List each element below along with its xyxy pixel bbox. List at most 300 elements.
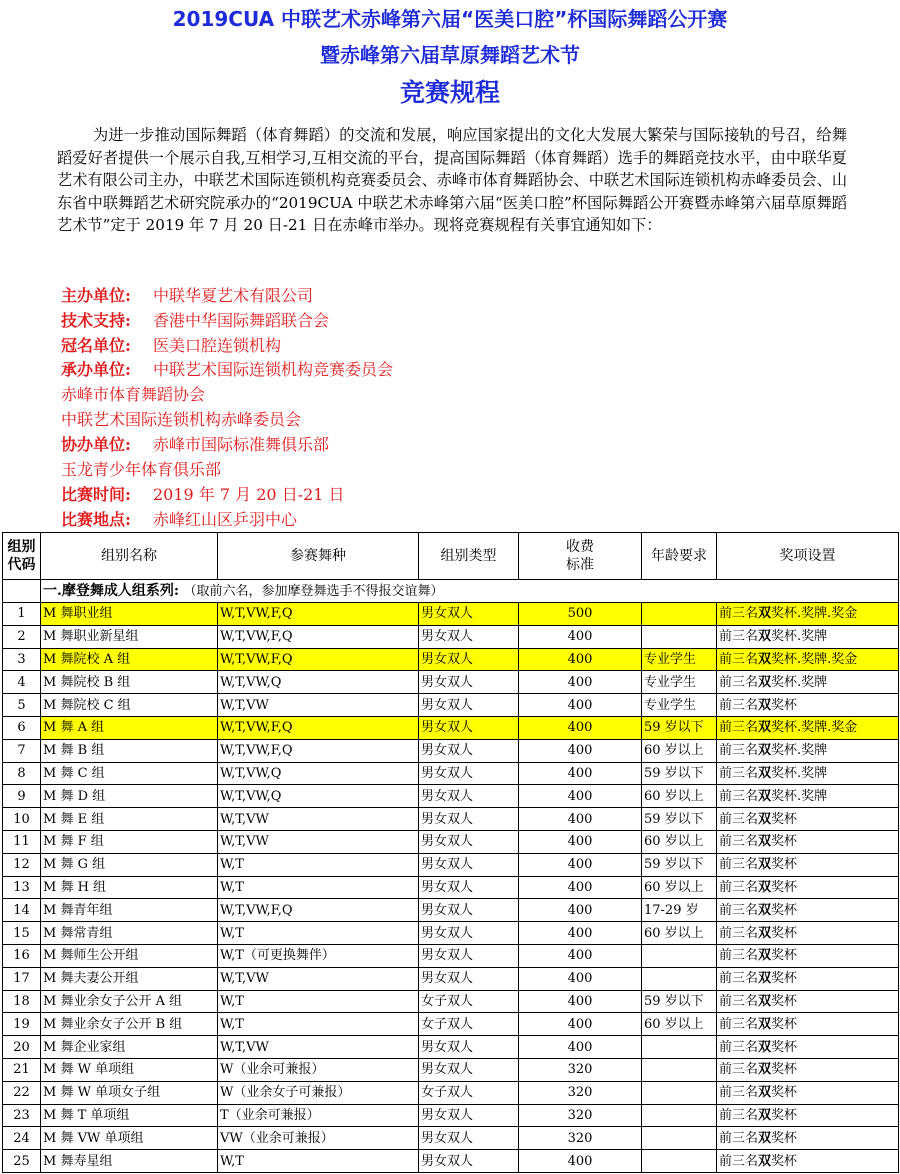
cell-name: M 舞院校 C 组 [41,694,218,717]
award-prefix: 前三名 [719,1062,759,1078]
table-row [3,694,899,717]
cell-type: 男女双人 [419,830,519,853]
org-title-sponsor-label: 冠名单位: [61,336,131,355]
org-host-label: 主办单位: [61,286,131,305]
table-row [3,944,899,967]
award-double: 双 [758,651,772,667]
cell-age [642,944,717,967]
org-undertaker [61,358,861,383]
cell-name: M 舞院校 A 组 [41,648,218,671]
cell-name: M 舞 D 组 [41,785,218,808]
org-title-sponsor [61,334,861,359]
cell-dance: W,T [218,922,419,945]
cell-type: 男女双人 [419,922,519,945]
header-age: 年龄要求 [642,533,717,580]
section-note: （取前六名，参加摩登舞选手不得报交谊舞） [183,583,444,599]
table-body [3,580,899,1173]
table-row [3,830,899,853]
cell-code: 10 [3,808,41,831]
cell-fee: 400 [519,671,642,694]
cell-type: 男女双人 [419,648,519,671]
cell-age: 59 岁以下 [642,716,717,739]
cell-fee: 400 [519,1150,642,1173]
org-time-label: 比赛时间: [61,485,131,504]
cell-dance: W,T,VW [218,808,419,831]
award-double: 双 [758,993,772,1009]
table-row [3,1127,899,1150]
table-row [3,1104,899,1127]
cell-code: 15 [3,922,41,945]
org-tech-label: 技术支持: [61,311,131,330]
award-double: 双 [758,1016,772,1032]
award-items: 奖杯 [771,1107,798,1123]
cell-dance: W,T,VW [218,694,419,717]
cell-dance: W,T,VW,Q [218,785,419,808]
cell-code: 9 [3,785,41,808]
cell-name: M 舞 W 单项组 [41,1058,218,1081]
cell-type: 男女双人 [419,716,519,739]
table-row [3,922,899,945]
cell-age: 59 岁以下 [642,762,717,785]
cell-dance: W（业余可兼报） [218,1058,419,1081]
award-items: 奖杯.奖牌 [771,765,828,781]
award-items: 奖杯 [771,971,798,987]
cell-name: M 舞 F 组 [41,830,218,853]
cell-fee: 400 [519,876,642,899]
cell-fee: 400 [519,762,642,785]
cell-code: 21 [3,1058,41,1081]
award-double: 双 [758,902,772,918]
header-award: 奖项设置 [717,533,899,580]
cell-fee: 400 [519,716,642,739]
org-co-label: 协办单位: [61,435,131,454]
cell-award [717,671,899,694]
cell-award [717,853,899,876]
award-items: 奖杯.奖牌 [771,743,828,759]
cell-age: 60 岁以上 [642,739,717,762]
cell-fee: 400 [519,967,642,990]
cell-award [717,648,899,671]
award-double: 双 [758,1062,772,1078]
org-undertaker-1: 中联艺术国际连锁机构竞赛委员会 [153,360,394,379]
cell-dance: W,T [218,853,419,876]
cell-dance: W,T [218,876,419,899]
award-double: 双 [758,811,772,827]
award-double: 双 [758,948,772,964]
table-row [3,808,899,831]
table-row [3,603,899,626]
cell-fee: 400 [519,694,642,717]
cell-age [642,603,717,626]
award-double: 双 [758,1107,772,1123]
award-prefix: 前三名 [719,697,759,713]
award-prefix: 前三名 [719,743,759,759]
cell-fee: 400 [519,944,642,967]
cell-dance: W,T,VW,F,Q [218,899,419,922]
cell-name: M 舞 T 单项组 [41,1104,218,1127]
cell-dance: W,T [218,990,419,1013]
award-double: 双 [758,629,772,645]
cell-name: M 舞 B 组 [41,739,218,762]
table-row [3,739,899,762]
award-items: 奖杯.奖牌.奖金 [771,606,858,622]
cell-code: 23 [3,1104,41,1127]
cell-code: 6 [3,716,41,739]
table-row [3,1058,899,1081]
cell-type: 男女双人 [419,625,519,648]
cell-code: 19 [3,1013,41,1036]
cell-code: 22 [3,1081,41,1104]
cell-award [717,1058,899,1081]
cell-name: M 舞常青组 [41,922,218,945]
cell-fee: 400 [519,808,642,831]
award-items: 奖杯 [771,1062,798,1078]
org-time-value: 2019 年 7 月 20 日-21 日 [153,485,345,504]
award-items: 奖杯 [771,902,798,918]
cell-code: 13 [3,876,41,899]
award-prefix: 前三名 [719,1130,759,1146]
cell-dance: W,T,VW [218,1036,419,1059]
cell-award [717,762,899,785]
award-double: 双 [758,1085,772,1101]
cell-name: M 舞寿星组 [41,1150,218,1173]
cell-type: 男女双人 [419,785,519,808]
award-double: 双 [758,606,772,622]
cell-fee: 400 [519,1036,642,1059]
cell-name: M 舞夫妻公开组 [41,967,218,990]
table-row [3,716,899,739]
cell-fee: 320 [519,1081,642,1104]
award-double: 双 [758,674,772,690]
org-co [61,433,861,458]
award-prefix: 前三名 [719,720,759,736]
award-prefix: 前三名 [719,1153,759,1169]
cell-age: 59 岁以下 [642,990,717,1013]
cell-code: 4 [3,671,41,694]
cell-type: 男女双人 [419,1058,519,1081]
cell-fee: 400 [519,1013,642,1036]
cell-name: M 舞院校 B 组 [41,671,218,694]
award-double: 双 [758,925,772,941]
award-double: 双 [758,971,772,987]
cell-type: 男女双人 [419,762,519,785]
table-row [3,785,899,808]
award-prefix: 前三名 [719,765,759,781]
cell-award [717,944,899,967]
cell-award [717,1127,899,1150]
org-undertaker-label: 承办单位: [61,360,131,379]
award-double: 双 [758,1130,772,1146]
cell-fee: 320 [519,1058,642,1081]
cell-name: M 舞师生公开组 [41,944,218,967]
cell-dance: VW（业余可兼报） [218,1127,419,1150]
cell-age: 59 岁以下 [642,808,717,831]
cell-age [642,1081,717,1104]
cell-code: 8 [3,762,41,785]
award-prefix: 前三名 [719,811,759,827]
award-prefix: 前三名 [719,971,759,987]
award-items: 奖杯.奖牌.奖金 [771,651,858,667]
intro-paragraph: 为进一步推动国际舞蹈（体育舞蹈）的交流和发展，响应国家提出的文化大发展大繁荣与国际接轨的号召，给舞蹈爱好者提供一个展示自我,互相学习,互相交流的平台，提高国际舞蹈（体育舞蹈）选手的舞蹈竞技水平，由中联华夏艺术有限公司主办，中联艺术国际连锁机构竞赛委员会、赤峰市体育舞蹈协会、中联艺术国际连锁机构赤峰委员会、山东省中联舞蹈艺术研究院承办的“2019CUA 中联艺术赤峰第六届“医美口腔”杯国际舞蹈公开赛暨赤峰第六届草原舞蹈艺术节”定于 2019 年 7 月 20 日-21 日在赤峰市举办。现将竞赛规程有关事宜通知如下： [57,126,847,235]
cell-type: 男女双人 [419,1104,519,1127]
award-items: 奖杯 [771,1153,798,1169]
award-items: 奖杯.奖牌.奖金 [771,720,858,736]
org-undertaker-2: 赤峰市体育舞蹈协会 [61,385,206,404]
award-items: 奖杯 [771,993,798,1009]
award-prefix: 前三名 [719,1107,759,1123]
cell-code: 18 [3,990,41,1013]
cell-fee: 400 [519,625,642,648]
cell-age: 17-29 岁 [642,899,717,922]
cell-name: M 舞 VW 单项组 [41,1127,218,1150]
cell-award [717,967,899,990]
cell-code: 24 [3,1127,41,1150]
cell-dance: W,T,VW,F,Q [218,625,419,648]
org-venue-label: 比赛地点: [61,510,131,529]
cell-type: 男女双人 [419,739,519,762]
table-row [3,671,899,694]
cell-name: M 舞职业新星组 [41,625,218,648]
cell-code: 12 [3,853,41,876]
cell-type: 男女双人 [419,1150,519,1173]
table-row [3,967,899,990]
cell-dance: W（业余女子可兼报） [218,1081,419,1104]
cell-age: 60 岁以上 [642,922,717,945]
org-venue [61,508,861,533]
cell-code: 20 [3,1036,41,1059]
award-double: 双 [758,720,772,736]
table-row [3,1081,899,1104]
cell-award [717,1104,899,1127]
award-prefix: 前三名 [719,1016,759,1032]
cell-age [642,1036,717,1059]
cell-fee: 400 [519,739,642,762]
org-co-2: 玉龙青少年体育俱乐部 [61,460,222,479]
cell-fee: 320 [519,1104,642,1127]
org-co-1: 赤峰市国际标准舞俱乐部 [153,435,330,454]
award-items: 奖杯.奖牌 [771,788,828,804]
cell-award [717,830,899,853]
table-row [3,648,899,671]
cell-fee: 400 [519,785,642,808]
cell-award [717,603,899,626]
cell-type: 女子双人 [419,1013,519,1036]
cell-age: 60 岁以上 [642,830,717,853]
cell-type: 男女双人 [419,967,519,990]
cell-fee: 400 [519,899,642,922]
cell-dance: W,T（可更换舞伴） [218,944,419,967]
cell-age [642,967,717,990]
cell-award [717,1150,899,1173]
cell-award [717,1081,899,1104]
table-row [3,990,899,1013]
award-items: 奖杯 [771,879,798,895]
cell-award [717,1013,899,1036]
award-items: 奖杯.奖牌 [771,629,828,645]
section-code-cell [3,580,41,603]
table-row [3,625,899,648]
cell-code: 25 [3,1150,41,1173]
award-prefix: 前三名 [719,834,759,850]
cell-fee: 400 [519,648,642,671]
award-double: 双 [758,857,772,873]
cell-award [717,808,899,831]
award-items: 奖杯 [771,925,798,941]
award-double: 双 [758,1039,772,1055]
cell-fee: 400 [519,830,642,853]
cell-type: 男女双人 [419,603,519,626]
cell-code: 14 [3,899,41,922]
cell-name: M 舞青年组 [41,899,218,922]
cell-fee: 400 [519,922,642,945]
cell-age [642,625,717,648]
award-prefix: 前三名 [719,925,759,941]
award-items: 奖杯 [771,834,798,850]
section-title: 一.摩登舞成人组系列: [43,582,180,599]
award-items: 奖杯 [771,697,798,713]
cell-name: M 舞 G 组 [41,853,218,876]
cell-name: M 舞 C 组 [41,762,218,785]
cell-code: 16 [3,944,41,967]
table-row [3,853,899,876]
cell-name: M 舞 W 单项女子组 [41,1081,218,1104]
org-host-value: 中联华夏艺术有限公司 [153,286,314,305]
cell-code: 3 [3,648,41,671]
cell-type: 女子双人 [419,990,519,1013]
award-prefix: 前三名 [719,1085,759,1101]
cell-age: 60 岁以上 [642,785,717,808]
doc-title-line2: 暨赤峰第六届草原舞蹈艺术节 [320,43,580,67]
cell-award [717,785,899,808]
cell-award [717,990,899,1013]
cell-type: 男女双人 [419,808,519,831]
cell-award [717,1036,899,1059]
org-time [61,483,861,508]
cell-type: 男女双人 [419,899,519,922]
cell-type: 男女双人 [419,1036,519,1059]
award-prefix: 前三名 [719,948,759,964]
cell-code: 11 [3,830,41,853]
award-prefix: 前三名 [719,1039,759,1055]
header-type: 组别类型 [419,533,519,580]
cell-award [717,716,899,739]
cell-award [717,694,899,717]
award-prefix: 前三名 [719,651,759,667]
cell-age: 专业学生 [642,694,717,717]
cell-code: 1 [3,603,41,626]
table-row [3,1150,899,1173]
cell-name: M 舞企业家组 [41,1036,218,1059]
cell-dance: W,T,VW,F,Q [218,648,419,671]
org-undertaker-3: 中联艺术国际连锁机构赤峰委员会 [61,410,302,429]
cell-dance: W,T,VW,F,Q [218,716,419,739]
award-prefix: 前三名 [719,902,759,918]
award-items: 奖杯.奖牌 [771,674,828,690]
org-title-sponsor-value: 医美口腔连锁机构 [153,336,282,355]
header-name: 组别名称 [41,533,218,580]
cell-name: M 舞业余女子公开 B 组 [41,1013,218,1036]
award-items: 奖杯 [771,1016,798,1032]
cell-type: 男女双人 [419,853,519,876]
cell-name: M 舞 E 组 [41,808,218,831]
cell-fee: 320 [519,1127,642,1150]
cell-type: 男女双人 [419,671,519,694]
cell-age: 60 岁以上 [642,1013,717,1036]
cell-dance: W,T,VW,Q [218,671,419,694]
cell-dance: W,T,VW [218,830,419,853]
cell-dance: W,T,VW,Q [218,762,419,785]
award-items: 奖杯 [771,1085,798,1101]
org-host [61,284,861,309]
cell-dance: W,T [218,1013,419,1036]
award-items: 奖杯 [771,1130,798,1146]
cell-type: 男女双人 [419,1127,519,1150]
cell-type: 男女双人 [419,876,519,899]
award-items: 奖杯 [771,948,798,964]
cell-age: 59 岁以下 [642,853,717,876]
cell-dance: W,T [218,1150,419,1173]
cell-name: M 舞 H 组 [41,876,218,899]
award-prefix: 前三名 [719,788,759,804]
cell-dance: W,T,VW,F,Q [218,739,419,762]
award-prefix: 前三名 [719,606,759,622]
cell-fee: 500 [519,603,642,626]
cell-code: 5 [3,694,41,717]
header-dance: 参赛舞种 [218,533,419,580]
doc-title-rules: 竞赛规程 [399,78,500,107]
award-double: 双 [758,697,772,713]
table-row [3,762,899,785]
org-tech [61,309,861,334]
cell-age [642,1104,717,1127]
cell-name: M 舞职业组 [41,603,218,626]
award-double: 双 [758,743,772,759]
cell-dance: W,T,VW,F,Q [218,603,419,626]
org-venue-value: 赤峰红山区乒羽中心 [153,510,298,529]
cell-award [717,739,899,762]
cell-type: 男女双人 [419,944,519,967]
cell-award [717,899,899,922]
award-prefix: 前三名 [719,879,759,895]
header-fee: 收费标准 [519,533,642,580]
award-double: 双 [758,765,772,781]
table-row [3,1036,899,1059]
competition-table [2,532,899,1173]
cell-dance: T（业余可兼报） [218,1104,419,1127]
cell-code: 7 [3,739,41,762]
cell-type: 男女双人 [419,694,519,717]
cell-name: M 舞 A 组 [41,716,218,739]
cell-age [642,1150,717,1173]
award-items: 奖杯 [771,857,798,873]
award-prefix: 前三名 [719,993,759,1009]
table-row [3,1013,899,1036]
award-items: 奖杯 [771,1039,798,1055]
cell-fee: 400 [519,853,642,876]
cell-code: 17 [3,967,41,990]
cell-age: 专业学生 [642,648,717,671]
cell-fee: 400 [519,990,642,1013]
award-double: 双 [758,834,772,850]
cell-award [717,922,899,945]
table-row [3,899,899,922]
org-tech-value: 香港中华国际舞蹈联合会 [153,311,330,330]
table-header-row [3,533,899,580]
cell-award [717,625,899,648]
cell-dance: W,T,VW [218,967,419,990]
section-cell [41,580,899,603]
cell-type: 女子双人 [419,1081,519,1104]
